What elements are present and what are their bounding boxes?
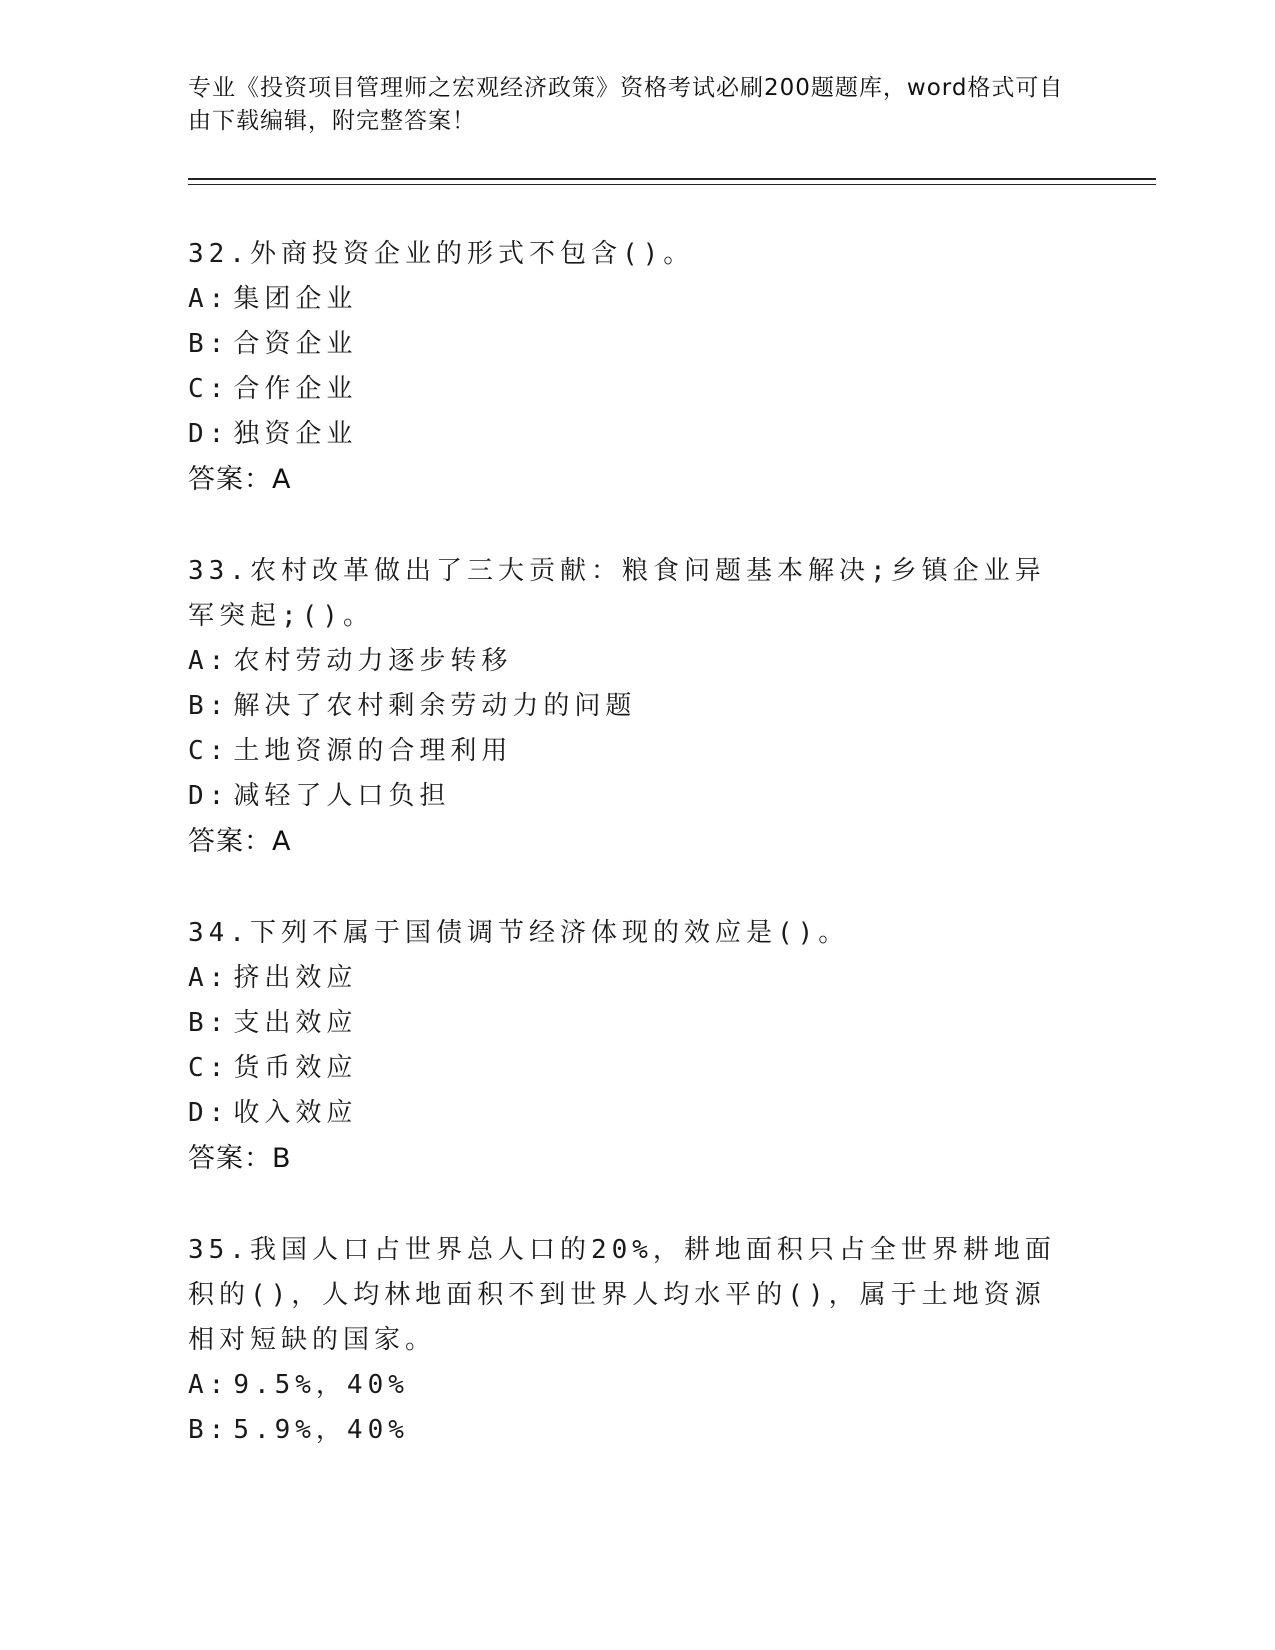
option-letter: C: [188, 1053, 230, 1083]
answer-line: 答案：A [188, 826, 292, 857]
question-number: 34. [188, 918, 250, 948]
option-c [188, 729, 1068, 774]
option-text: 9.5%，40% [233, 1370, 409, 1400]
option-letter: B: [188, 1008, 230, 1038]
option-text: 解决了农村剩余劳动力的问题 [233, 691, 637, 721]
option-text: 农村劳动力逐步转移 [233, 646, 513, 676]
option-text: 独资企业 [233, 419, 358, 449]
option-a [188, 956, 1068, 1001]
option-a [188, 277, 1068, 322]
question-text: 我国人口占世界总人口的20%，耕地面积只占全世界耕地面积的()，人均林地面积不到世界人均水平的()，属于土地资源相对短缺的国家。 [188, 1235, 1056, 1355]
header-divider-thick [188, 178, 1156, 180]
option-text: 挤出效应 [233, 963, 358, 993]
option-letter: A: [188, 646, 230, 676]
option-letter: B: [188, 1415, 230, 1445]
question-35 [188, 1228, 1068, 1453]
question-stem [188, 1228, 1068, 1363]
question-number: 35. [188, 1235, 250, 1265]
option-letter: A: [188, 963, 230, 993]
question-text: 下列不属于国债调节经济体现的效应是()。 [249, 918, 850, 948]
option-b [188, 322, 1068, 367]
question-number: 32. [188, 239, 250, 269]
option-c [188, 367, 1068, 412]
option-a [188, 639, 1068, 684]
option-letter: C: [188, 374, 230, 404]
option-letter: B: [188, 691, 230, 721]
option-letter: D: [188, 1098, 230, 1128]
option-a [188, 1363, 1068, 1408]
document-header [188, 72, 1068, 138]
option-letter: D: [188, 781, 230, 811]
option-letter: C: [188, 736, 230, 766]
option-text: 货币效应 [233, 1053, 358, 1083]
option-b [188, 684, 1068, 729]
option-text: 合作企业 [233, 374, 358, 404]
option-d [188, 774, 1068, 819]
answer-line: 答案：A [188, 464, 292, 495]
option-c [188, 1046, 1068, 1091]
option-text: 集团企业 [233, 284, 358, 314]
answer-line: 答案：B [188, 1143, 292, 1174]
question-text: 农村改革做出了三大贡献：粮食问题基本解决;乡镇企业异军突起;()。 [188, 556, 1046, 631]
header-text: 专业《投资项目管理师之宏观经济政策》资格考试必刷200题题库，word格式可自由下载编辑，附完整答案！ [188, 75, 1064, 134]
question-33 [188, 549, 1068, 865]
question-list [188, 232, 1068, 1499]
option-text: 减轻了人口负担 [233, 781, 451, 811]
option-letter: B: [188, 329, 230, 359]
question-stem [188, 911, 1068, 956]
option-letter: A: [188, 1370, 230, 1400]
question-stem [188, 549, 1068, 639]
option-d [188, 1091, 1068, 1136]
option-b [188, 1001, 1068, 1046]
option-text: 支出效应 [233, 1008, 358, 1038]
option-text: 收入效应 [233, 1098, 358, 1128]
question-34 [188, 911, 1068, 1182]
option-b [188, 1408, 1068, 1453]
header-divider-thin [188, 184, 1156, 185]
option-letter: A: [188, 284, 230, 314]
question-number: 33. [188, 556, 250, 586]
option-text: 合资企业 [233, 329, 358, 359]
option-text: 5.9%，40% [233, 1415, 409, 1445]
question-text: 外商投资企业的形式不包含()。 [249, 239, 695, 269]
option-text: 土地资源的合理利用 [233, 736, 513, 766]
option-letter: D: [188, 419, 230, 449]
question-stem [188, 232, 1068, 277]
question-32 [188, 232, 1068, 503]
option-d [188, 412, 1068, 457]
